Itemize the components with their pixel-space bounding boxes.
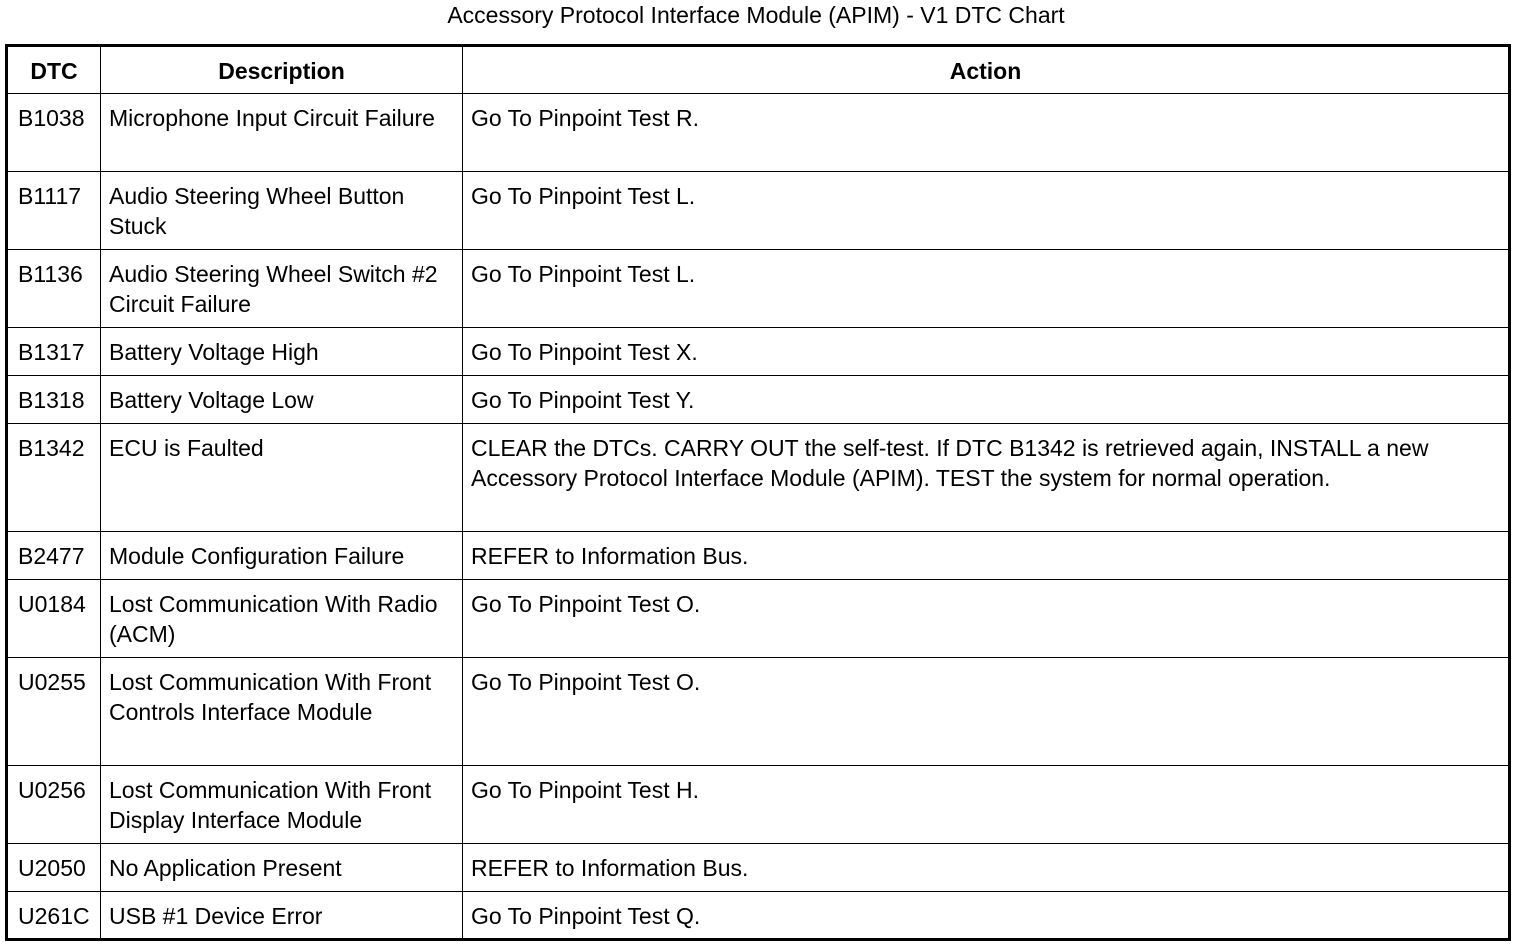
dtc-code: B1117 bbox=[7, 172, 101, 250]
dtc-action: REFER to Information Bus. bbox=[463, 844, 1510, 892]
table-row bbox=[7, 892, 1510, 940]
dtc-code: B1318 bbox=[7, 376, 101, 424]
dtc-code: B1038 bbox=[7, 94, 101, 172]
dtc-code: B1317 bbox=[7, 328, 101, 376]
dtc-code: U0255 bbox=[7, 658, 101, 766]
table-row bbox=[7, 766, 1510, 844]
dtc-description: Lost Communication With Radio (ACM) bbox=[101, 580, 463, 658]
table-row bbox=[7, 658, 1510, 766]
dtc-action: Go To Pinpoint Test H. bbox=[463, 766, 1510, 844]
dtc-description: USB #1 Device Error bbox=[101, 892, 463, 940]
dtc-description: Battery Voltage High bbox=[101, 328, 463, 376]
table-row bbox=[7, 94, 1510, 172]
dtc-code: U0184 bbox=[7, 580, 101, 658]
dtc-description: Audio Steering Wheel Switch #2 Circuit Failure bbox=[101, 250, 463, 328]
dtc-description: Lost Communication With Front Controls Interface Module bbox=[101, 658, 463, 766]
table-row bbox=[7, 250, 1510, 328]
dtc-description: No Application Present bbox=[101, 844, 463, 892]
page-title: Accessory Protocol Interface Module (APIM) - V1 DTC Chart bbox=[447, 2, 1065, 28]
dtc-action: Go To Pinpoint Test O. bbox=[463, 658, 1510, 766]
column-header-action: Action bbox=[463, 46, 1510, 94]
dtc-code: B1136 bbox=[7, 250, 101, 328]
dtc-action: REFER to Information Bus. bbox=[463, 532, 1510, 580]
table-row bbox=[7, 580, 1510, 658]
table-row bbox=[7, 844, 1510, 892]
dtc-action: Go To Pinpoint Test X. bbox=[463, 328, 1510, 376]
column-header-dtc: DTC bbox=[7, 46, 101, 94]
dtc-code: U2050 bbox=[7, 844, 101, 892]
table-header-row bbox=[7, 46, 1510, 94]
dtc-code: B1342 bbox=[7, 424, 101, 532]
dtc-description: Audio Steering Wheel Button Stuck bbox=[101, 172, 463, 250]
table-row bbox=[7, 376, 1510, 424]
dtc-action: CLEAR the DTCs. CARRY OUT the self-test. If DTC B1342 is retrieved again, INSTALL a new Accessory Protocol Interface Module (APIM). TEST the system for normal operation. bbox=[463, 424, 1510, 532]
dtc-description: Module Configuration Failure bbox=[101, 532, 463, 580]
dtc-action: Go To Pinpoint Test Q. bbox=[463, 892, 1510, 940]
dtc-action: Go To Pinpoint Test O. bbox=[463, 580, 1510, 658]
dtc-description: ECU is Faulted bbox=[101, 424, 463, 532]
dtc-code: U0256 bbox=[7, 766, 101, 844]
dtc-code: B2477 bbox=[7, 532, 101, 580]
table-row bbox=[7, 328, 1510, 376]
column-header-description: Description bbox=[101, 46, 463, 94]
table-row bbox=[7, 532, 1510, 580]
dtc-action: Go To Pinpoint Test L. bbox=[463, 250, 1510, 328]
table-row bbox=[7, 172, 1510, 250]
dtc-table bbox=[5, 44, 1511, 941]
dtc-code: U261C bbox=[7, 892, 101, 940]
dtc-action: Go To Pinpoint Test R. bbox=[463, 94, 1510, 172]
dtc-action: Go To Pinpoint Test L. bbox=[463, 172, 1510, 250]
table-row bbox=[7, 424, 1510, 532]
dtc-description: Battery Voltage Low bbox=[101, 376, 463, 424]
dtc-action: Go To Pinpoint Test Y. bbox=[463, 376, 1510, 424]
dtc-description: Lost Communication With Front Display Interface Module bbox=[101, 766, 463, 844]
dtc-description: Microphone Input Circuit Failure bbox=[101, 94, 463, 172]
